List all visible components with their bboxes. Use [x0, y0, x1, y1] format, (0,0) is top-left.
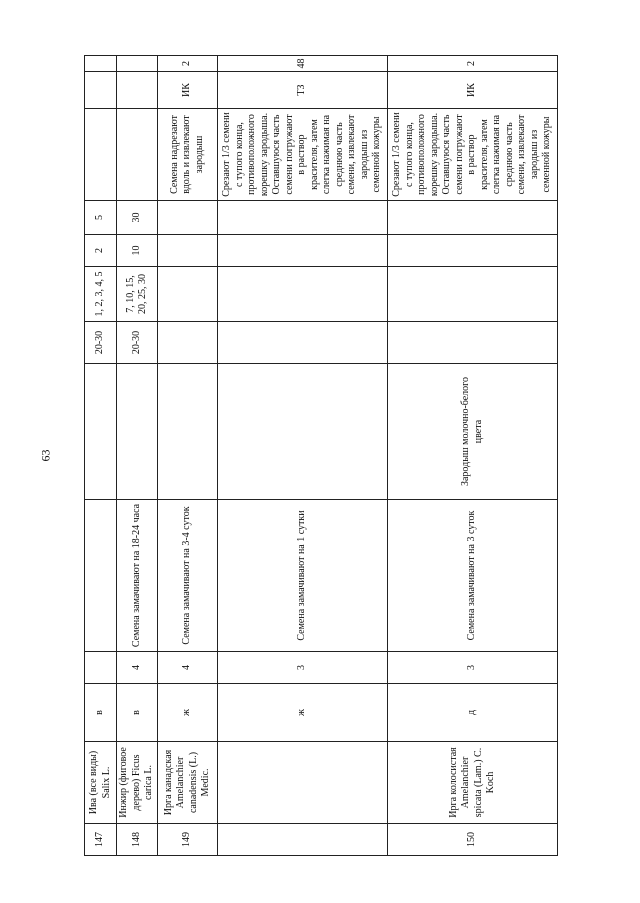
cell-no: 147 — [85, 824, 117, 856]
cell-c2: 10 — [117, 235, 158, 267]
cell-method: ИК — [158, 72, 218, 109]
cell-temp: 20-30 — [117, 322, 158, 364]
cell-count — [85, 56, 117, 72]
cell-method: ТЗ — [218, 72, 388, 109]
cell-days — [158, 267, 218, 322]
cell-count: 48 — [218, 56, 388, 72]
cell-days — [388, 267, 558, 322]
cell-prep — [117, 109, 158, 201]
cell-c5: 5 — [85, 201, 117, 235]
cell-name: Ирга колосистая Amelanchier spicata (Lam.) C. Koch — [388, 742, 558, 824]
cell-no: 148 — [117, 824, 158, 856]
cell-c4: 4 — [158, 652, 218, 684]
cell-prep — [85, 109, 117, 201]
cell-prep: Срезают 1/3 семени с тупого конца, противоположного корешку зародыша. Оставшуюся часть семени погружают в раствор красителя, затем слегка нажимая на среднюю часть семени, извлекают зародыш из семенной кожуры — [388, 109, 558, 201]
table-row — [388, 56, 558, 856]
cell-c5 — [158, 201, 218, 235]
cell-c4 — [85, 652, 117, 684]
cell-days: 7, 10, 15, 20, 25, 30 — [117, 267, 158, 322]
table-row — [218, 56, 388, 856]
table-row — [117, 56, 158, 856]
cell-no: 149 — [158, 824, 218, 856]
page-number: 63 — [38, 449, 53, 462]
cell-letter: д — [388, 684, 558, 742]
cell-c5 — [388, 201, 558, 235]
cell-feature — [85, 364, 117, 500]
cell-name: Ива (все виды) Salix L. — [85, 742, 117, 824]
cell-temp — [218, 322, 388, 364]
cell-c4: 3 — [218, 652, 388, 684]
cell-c2: 2 — [85, 235, 117, 267]
cell-method — [117, 72, 158, 109]
cell-count: 2 — [158, 56, 218, 72]
cell-name — [218, 742, 388, 824]
cell-no — [218, 824, 388, 856]
cell-count: 2 — [388, 56, 558, 72]
cell-feature: Зародыш молочно-белого цвета — [388, 364, 558, 500]
cell-c2 — [388, 235, 558, 267]
cell-days — [218, 267, 388, 322]
cell-soak: Семена замачивают на 3 суток — [388, 500, 558, 652]
cell-method: ИК — [388, 72, 558, 109]
cell-letter: в — [85, 684, 117, 742]
cell-soak — [85, 500, 117, 652]
cell-c4: 4 — [117, 652, 158, 684]
table-sheet — [84, 56, 557, 856]
rotated-table-area — [84, 56, 557, 856]
cell-c5 — [218, 201, 388, 235]
cell-feature — [158, 364, 218, 500]
cell-letter: ж — [218, 684, 388, 742]
cell-count — [117, 56, 158, 72]
cell-prep: Семена надрезают вдоль и извлекают зародыш — [158, 109, 218, 201]
cell-c4: 3 — [388, 652, 558, 684]
cell-letter: в — [117, 684, 158, 742]
table-row — [85, 56, 117, 856]
cell-days: 1, 2, 3, 4, 5 — [85, 267, 117, 322]
cell-no: 150 — [388, 824, 558, 856]
cell-c2 — [218, 235, 388, 267]
table-row — [158, 56, 218, 856]
cell-soak: Семена замачивают на 1 сутки — [218, 500, 388, 652]
cell-name: Ирга канадская Amelanchier canadensis (L.) Medic. — [158, 742, 218, 824]
cell-c5: 30 — [117, 201, 158, 235]
cell-c2 — [158, 235, 218, 267]
cell-letter: ж — [158, 684, 218, 742]
cell-method — [85, 72, 117, 109]
cell-temp: 20-30 — [85, 322, 117, 364]
cell-soak: Семена замачивают на 18-24 часа — [117, 500, 158, 652]
cell-name: Инжир (фиговое дерево) Ficus carica L. — [117, 742, 158, 824]
seed-testing-table — [84, 55, 558, 856]
cell-temp — [388, 322, 558, 364]
cell-temp — [158, 322, 218, 364]
cell-feature — [218, 364, 388, 500]
cell-feature — [117, 364, 158, 500]
cell-soak: Семена замачивают на 3-4 суток — [158, 500, 218, 652]
cell-prep: Срезают 1/3 семени с тупого конца, противоположного корешку зародыша. Оставшуюся часть семени погружают в раствор красителя, затем слегка нажимая на среднюю часть семени, извлекают зародыш из семенной кожуры — [218, 109, 388, 201]
